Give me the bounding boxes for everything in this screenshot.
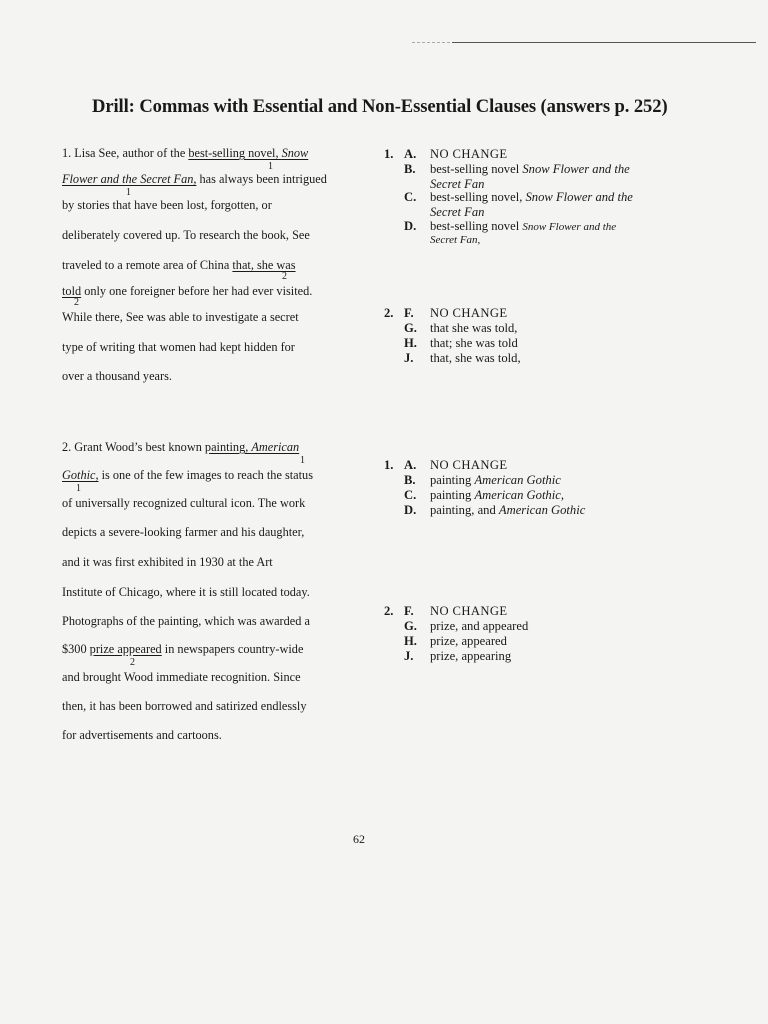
option-text	[430, 219, 616, 234]
question-marker-1: 1	[300, 455, 305, 466]
passage-2-line: then, it has been borrowed and satirized endlessly	[62, 699, 307, 713]
option-letter: C.	[404, 488, 417, 502]
option-letter: F.	[404, 604, 414, 618]
passage-text: in newspapers country-wide	[161, 642, 304, 656]
option-text-part: American Gothic,	[474, 488, 564, 502]
option-letter: J.	[404, 351, 414, 365]
passage-1-line	[62, 284, 312, 299]
option-text-part: Secret Fan,	[430, 234, 481, 246]
question-number: 1.	[384, 458, 394, 472]
option-text-part: best-selling novel	[430, 162, 523, 176]
passage-2-line	[62, 468, 313, 483]
question-number: 2.	[384, 604, 394, 618]
passage-1-line	[62, 258, 296, 273]
option-text-part: American Gothic	[474, 473, 561, 487]
option-text-part: painting, and	[430, 503, 499, 517]
passage-text: American	[251, 440, 300, 454]
option-text-part: American Gothic	[498, 503, 586, 517]
option-text: NO CHANGE	[430, 604, 508, 618]
passage-text: best-selling novel,	[188, 146, 282, 160]
option-text-part: Secret Fan	[430, 205, 485, 219]
passage-2-line: for advertisements and cartoons.	[62, 728, 222, 742]
option-text: that, she was told,	[430, 351, 521, 365]
option-letter: A.	[404, 147, 417, 161]
option-text-part: painting	[430, 488, 475, 502]
question-marker-2: 2	[282, 271, 287, 282]
passage-1-line: over a thousand years.	[62, 369, 172, 383]
question-number: 2.	[384, 306, 394, 320]
top-rule	[452, 42, 756, 43]
option-text-part: Secret Fan	[430, 177, 485, 191]
option-text	[430, 473, 561, 488]
option-text	[430, 205, 484, 220]
option-text	[430, 234, 480, 246]
passage-text: 1. Lisa See, author of the	[62, 146, 189, 160]
option-text: NO CHANGE	[430, 147, 508, 161]
option-letter: G.	[404, 619, 417, 633]
passage-text: is one of the few images to reach the status	[98, 468, 313, 482]
passage-text: Gothic,	[62, 468, 99, 482]
passage-1-line	[62, 146, 308, 161]
question-marker-1: 1	[76, 483, 81, 494]
option-letter: H.	[404, 336, 417, 350]
passage-text: has always been intrigued	[196, 172, 327, 186]
underlined-segment-1	[188, 146, 308, 160]
option-text: NO CHANGE	[430, 306, 508, 320]
option-text-part: Snow Flower and the	[525, 190, 633, 204]
passage-1-line: type of writing that women had kept hidden for	[62, 340, 295, 354]
question-marker-2: 2	[130, 657, 135, 668]
passage-2-line	[62, 642, 303, 657]
option-text-part: painting	[430, 473, 475, 487]
option-letter: G.	[404, 321, 417, 335]
option-text	[430, 190, 633, 205]
underlined-segment-2: prize appeared	[89, 642, 162, 656]
option-letter: D.	[404, 503, 417, 517]
option-text: that she was told,	[430, 321, 518, 335]
passage-text: Snow	[281, 146, 309, 160]
option-letter: D.	[404, 219, 417, 233]
underlined-segment-1	[62, 468, 99, 482]
option-text-part: Snow Flower and the	[522, 221, 617, 233]
passage-text: painting,	[204, 440, 252, 454]
passage-2-line	[62, 440, 299, 455]
passage-text: traveled to a remote area of China	[62, 258, 233, 272]
passage-2-line: and brought Wood immediate recognition. Since	[62, 670, 301, 684]
option-letter: J.	[404, 649, 414, 663]
option-letter: A.	[404, 458, 417, 472]
option-text: prize, appeared	[430, 634, 507, 648]
question-marker-1: 1	[126, 187, 131, 198]
option-text	[430, 488, 564, 503]
option-letter: F.	[404, 306, 414, 320]
option-text	[430, 162, 630, 177]
passage-2-line: and it was first exhibited in 1930 at the Art	[62, 555, 273, 569]
question-marker-2: 2	[74, 297, 79, 308]
option-text-part: Snow Flower and the	[522, 162, 630, 176]
option-text: prize, and appeared	[430, 619, 529, 633]
passage-2-line: Photographs of the painting, which was awarded a	[62, 614, 310, 628]
question-number: 1.	[384, 147, 394, 161]
option-letter: C.	[404, 190, 417, 204]
passage-text: Flower and the Secret Fan,	[62, 172, 197, 186]
underlined-segment-2: that, she was	[232, 258, 296, 272]
option-text: that; she was told	[430, 336, 518, 350]
option-letter: H.	[404, 634, 417, 648]
passage-text: $300	[62, 642, 90, 656]
passage-2-line: depicts a severe-looking farmer and his daughter,	[62, 525, 305, 539]
option-letter: B.	[404, 473, 416, 487]
option-text	[430, 503, 585, 518]
option-text-part: best-selling novel,	[430, 190, 526, 204]
page-number: 62	[353, 832, 365, 846]
passage-1-line: by stories that have been lost, forgotten, or	[62, 198, 272, 212]
passage-1-line: deliberately covered up. To research the book, See	[62, 228, 310, 242]
passage-1-line	[62, 172, 327, 187]
option-letter: B.	[404, 162, 416, 176]
passage-text: only one foreigner before her had ever visited.	[81, 284, 313, 298]
underlined-segment-1	[62, 172, 196, 186]
underlined-segment-2: told	[62, 284, 82, 298]
passage-text: 2. Grant Wood’s best known	[62, 440, 205, 454]
underlined-segment-1	[205, 440, 299, 454]
passage-2-line: of universally recognized cultural icon. The work	[62, 496, 306, 510]
page-title: Drill: Commas with Essential and Non-Essential Clauses (answers p. 252)	[92, 96, 668, 117]
passage-2-line: Institute of Chicago, where it is still located today.	[62, 585, 310, 599]
option-text-part: best-selling novel	[430, 219, 523, 233]
question-marker-1: 1	[268, 161, 273, 172]
option-text: prize, appearing	[430, 649, 512, 663]
option-text: NO CHANGE	[430, 458, 508, 472]
passage-1-line: While there, See was able to investigate a secret	[62, 310, 299, 324]
